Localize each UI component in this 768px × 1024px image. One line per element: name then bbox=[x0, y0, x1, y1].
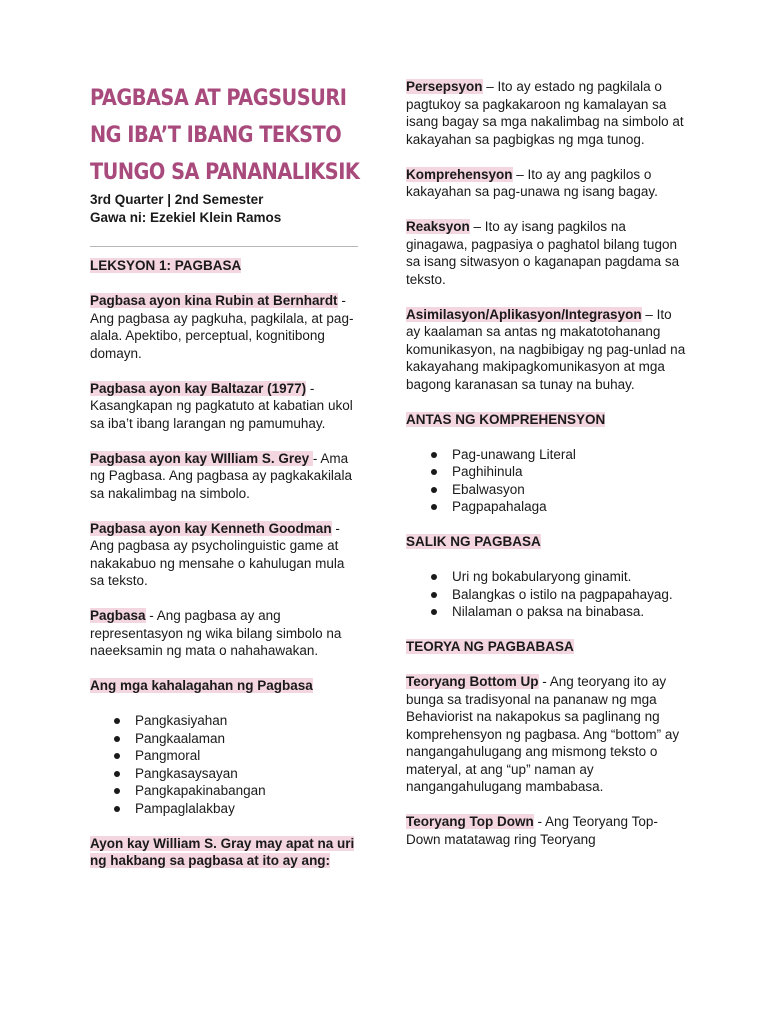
list-item: Pangkapakinabangan bbox=[90, 782, 360, 800]
importance-heading-paragraph bbox=[90, 677, 360, 695]
teorya-heading: TEORYA NG PAGBABASA bbox=[406, 639, 574, 654]
definition-term: Pagbasa ayon kina Rubin at Bernhardt bbox=[90, 293, 338, 308]
document-title bbox=[90, 80, 360, 191]
lesson-heading-paragraph bbox=[90, 257, 360, 275]
salik-heading-paragraph bbox=[406, 533, 686, 551]
importance-heading: Ang mga kahalagahan ng Pagbasa bbox=[90, 678, 313, 693]
steps-heading: Ayon kay William S. Gray may apat na uri ng hakbang sa pagbasa at ito ay ang: bbox=[90, 835, 355, 868]
definition-persepsyon bbox=[406, 78, 686, 148]
list-item: Pangmoral bbox=[90, 747, 360, 765]
definition-text: - Kasangkapan ng pagkatuto at kabatian ukol sa iba’t ibang larangan ng pamumuhay. bbox=[90, 380, 353, 431]
definition-text: - Ang pagbasa ay ang representasyon ng wika bilang simbolo na naeeksamin ng mata o nahahawakan. bbox=[90, 608, 342, 658]
antas-list bbox=[406, 446, 686, 516]
definition-text: - Ang Teoryang Top-Down matatawag ring Teoryang bbox=[406, 814, 658, 847]
definition-term: Pagbasa ayon kay WIlliam S. Grey bbox=[90, 450, 313, 466]
importance-list bbox=[90, 712, 360, 817]
lesson-heading: LEKSYON 1: PAGBASA bbox=[90, 258, 242, 273]
list-item: Pampaglalakbay bbox=[90, 800, 360, 818]
definition-pagbasa bbox=[90, 607, 360, 660]
definition-text: - Ang pagbasa ay psycholinguistic game at nakakabuo ng mensahe o kahulugan mula sa teksto. bbox=[90, 520, 345, 588]
definition-komprehensyon bbox=[406, 166, 686, 201]
teorya-heading-paragraph bbox=[406, 638, 686, 656]
definition-term: Asimilasyon/Aplikasyon/Integrasyon bbox=[406, 306, 642, 322]
document-meta bbox=[90, 191, 360, 227]
title-line-1: PAGBASA AT PAGSUSURI bbox=[90, 85, 347, 111]
title-line-3: TUNGO SA PANANALIKSIK bbox=[90, 159, 360, 185]
definition-text: - Ama ng Pagbasa. Ang pagbasa ay pagkakakilala sa nakalimbag na simbolo. bbox=[90, 450, 352, 501]
quarter-line: 3rd Quarter | 2nd Semester bbox=[90, 192, 264, 207]
right-column bbox=[406, 78, 686, 848]
salik-heading: SALIK NG PAGBASA bbox=[406, 534, 541, 549]
definition-asimilasyon bbox=[406, 306, 686, 394]
definition-text: – Ito ay ang pagkilos o kakayahan sa pag-unawa ng isang bagay. bbox=[406, 166, 658, 199]
definition-text: - Ang pagbasa ay pagkuha, pagkilala, at pag-alala. Apektibo, perceptual, kognitibong domayn. bbox=[90, 293, 354, 361]
definition-term: Reaksyon bbox=[406, 219, 470, 234]
antas-heading: ANTAS NG KOMPREHENSYON bbox=[406, 411, 606, 427]
list-item: Pag-unawang Literal bbox=[406, 446, 686, 464]
definition-goodman bbox=[90, 520, 360, 590]
definition-term: Teoryang Bottom Up bbox=[406, 674, 539, 689]
list-item: Pangkasaysayan bbox=[90, 765, 360, 783]
list-item: Pangkaalaman bbox=[90, 730, 360, 748]
definition-text: – Ito ay estado ng pagkilala o pagtukoy sa pagkakaroon ng kamalayan sa isang bagay sa mga nakalimbag na simbolo at kakayahan sa pagbigkas ng mga tunog. bbox=[406, 79, 684, 147]
definition-term: Persepsyon bbox=[406, 79, 483, 94]
definition-text: – Ito ay isang pagkilos na ginagawa, pagpasiya o paghatol bilang tugon sa isang sitwasyon o kaganapan pagdama sa teksto. bbox=[406, 219, 680, 287]
list-item: Pangkasiyahan bbox=[90, 712, 360, 730]
definition-term: Pagbasa ayon kay Kenneth Goodman bbox=[90, 520, 332, 536]
list-item: Paghihinula bbox=[406, 463, 686, 481]
definition-rubin-bernhardt bbox=[90, 292, 360, 362]
definition-baltazar bbox=[90, 380, 360, 433]
list-item: Uri ng bokabularyong ginamit. bbox=[406, 568, 686, 586]
divider bbox=[90, 246, 358, 247]
salik-list bbox=[406, 568, 686, 621]
definition-term: Pagbasa bbox=[90, 608, 146, 623]
definition-text: – Ito ay kaalaman sa antas ng makatotohanang komunikasyon, na nagbibigay ng pag-unlad na kakayahang makipagkomunikasyon at mga bagong karanasan sa tunay na buhay. bbox=[406, 306, 686, 392]
definition-term: Pagbasa ayon kay Baltazar (1977) bbox=[90, 380, 307, 396]
steps-heading-paragraph bbox=[90, 835, 360, 870]
antas-heading-paragraph bbox=[406, 411, 686, 429]
definition-top-down bbox=[406, 813, 686, 848]
definition-reaksyon bbox=[406, 218, 686, 288]
definition-term: Teoryang Top Down bbox=[406, 814, 534, 829]
definition-term: Komprehensyon bbox=[406, 166, 513, 182]
left-column bbox=[90, 0, 360, 870]
definition-grey bbox=[90, 450, 360, 503]
author-line: Gawa ni: Ezekiel Klein Ramos bbox=[90, 210, 282, 225]
list-item: Ebalwasyon bbox=[406, 481, 686, 499]
definition-text: - Ang teoryang ito ay bunga sa tradisyonal na pananaw ng mga Behaviorist na nakapokus sa paglinang ng komprehensyon ng pagbasa. Ang “bottom” ay nangangahulugang ang mismong teksto o materyal, at ang “up” naman ay nangangahulugang mambabasa. bbox=[406, 674, 680, 794]
list-item: Nilalaman o paksa na binabasa. bbox=[406, 603, 686, 621]
list-item: Pagpapahalaga bbox=[406, 498, 686, 516]
list-item: Balangkas o istilo na pagpapahayag. bbox=[406, 586, 686, 604]
title-line-2: NG IBA’T IBANG TEKSTO bbox=[90, 122, 342, 148]
definition-bottom-up bbox=[406, 673, 686, 796]
